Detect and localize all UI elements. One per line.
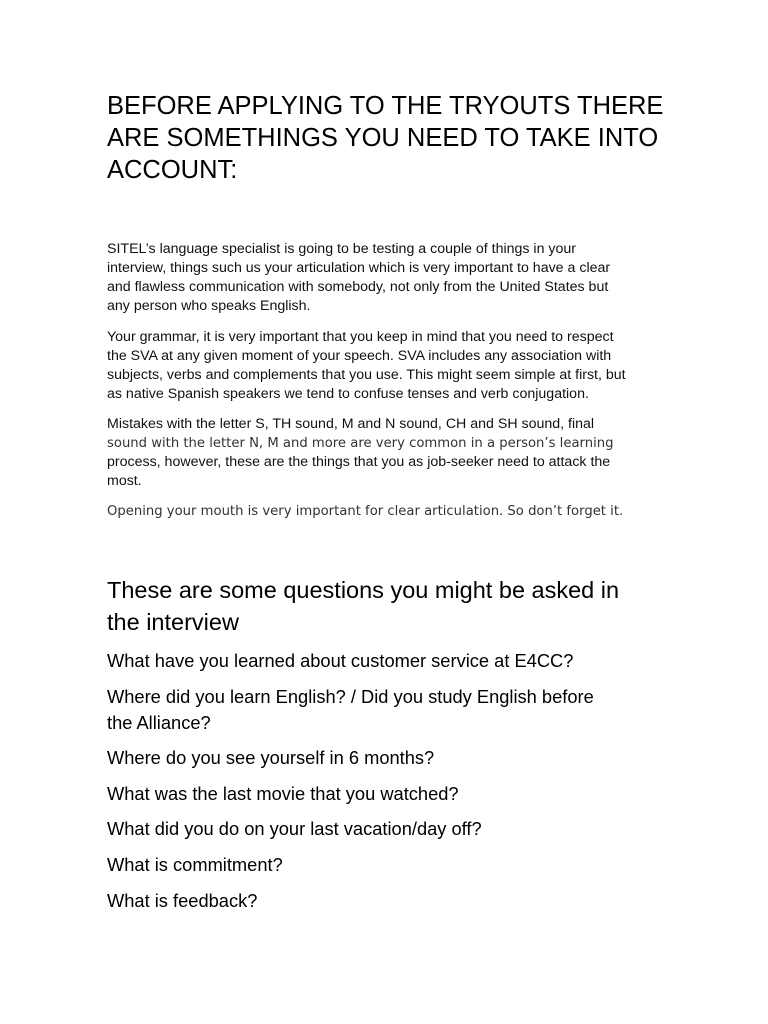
question-text: What did you do on your last vacation/day off? bbox=[107, 818, 482, 840]
list-item bbox=[107, 648, 687, 674]
paragraph-line: Your grammar, it is very important that you keep in mind that you need to respect bbox=[107, 329, 614, 345]
paragraph-line: and flawless communication with somebody, not only from the United States but bbox=[107, 279, 609, 295]
paragraph-mistakes bbox=[107, 415, 677, 491]
paragraph-articulation-tip bbox=[107, 502, 677, 521]
questions-heading bbox=[107, 574, 687, 638]
subheading-line: These are some questions you might be asked in bbox=[107, 577, 620, 603]
page-heading bbox=[107, 90, 687, 186]
list-item bbox=[107, 816, 687, 842]
paragraph-grammar bbox=[107, 328, 677, 404]
paragraph-line: SITEL’s language specialist is going to be testing a couple of things in your bbox=[107, 241, 577, 257]
question-text: What was the last movie that you watched? bbox=[107, 782, 459, 804]
question-text: What have you learned about customer service at E4CC? bbox=[107, 650, 574, 671]
list-item bbox=[107, 888, 687, 914]
paragraph-language-specialist bbox=[107, 240, 677, 316]
paragraph-line: Opening your mouth is very important for clear articulation. So don’t forget it. bbox=[107, 504, 624, 519]
paragraph-line: Mistakes with the letter S, TH sound, M and N sound, CH and SH sound, final bbox=[107, 416, 595, 432]
questions-list bbox=[107, 648, 687, 923]
list-item bbox=[107, 684, 687, 736]
subheading-line: the interview bbox=[107, 609, 239, 635]
question-text: What is feedback? bbox=[107, 889, 258, 911]
paragraph-line: interview, things such us your articulation which is very important to have a clear bbox=[107, 260, 611, 276]
paragraph-line: process, however, these are the things that you as job-seeker need to attack the bbox=[107, 454, 611, 470]
list-item bbox=[107, 781, 687, 807]
question-text: the Alliance? bbox=[107, 711, 211, 733]
list-item bbox=[107, 745, 687, 771]
question-text: Where did you learn English? / Did you study English before bbox=[107, 685, 594, 707]
list-item bbox=[107, 852, 687, 878]
heading-line: BEFORE APPLYING TO THE TRYOUTS THERE bbox=[107, 92, 664, 120]
question-text: Where do you see yourself in 6 months? bbox=[107, 747, 435, 769]
question-text: What is commitment? bbox=[107, 853, 283, 875]
paragraph-line: the SVA at any given moment of your speech. SVA includes any association with bbox=[107, 348, 612, 364]
paragraph-line: most. bbox=[107, 473, 142, 489]
paragraph-line: any person who speaks English. bbox=[107, 298, 311, 314]
paragraph-line: as native Spanish speakers we tend to confuse tenses and verb conjugation. bbox=[107, 386, 589, 402]
paragraph-line: sound with the letter N, M and more are very common in a person’s learning bbox=[107, 436, 614, 451]
heading-line: ARE SOMETHINGS YOU NEED TO TAKE INTO bbox=[107, 124, 659, 152]
paragraph-line: subjects, verbs and complements that you use. This might seem simple at first, but bbox=[107, 367, 626, 383]
heading-line: ACCOUNT: bbox=[107, 156, 238, 184]
